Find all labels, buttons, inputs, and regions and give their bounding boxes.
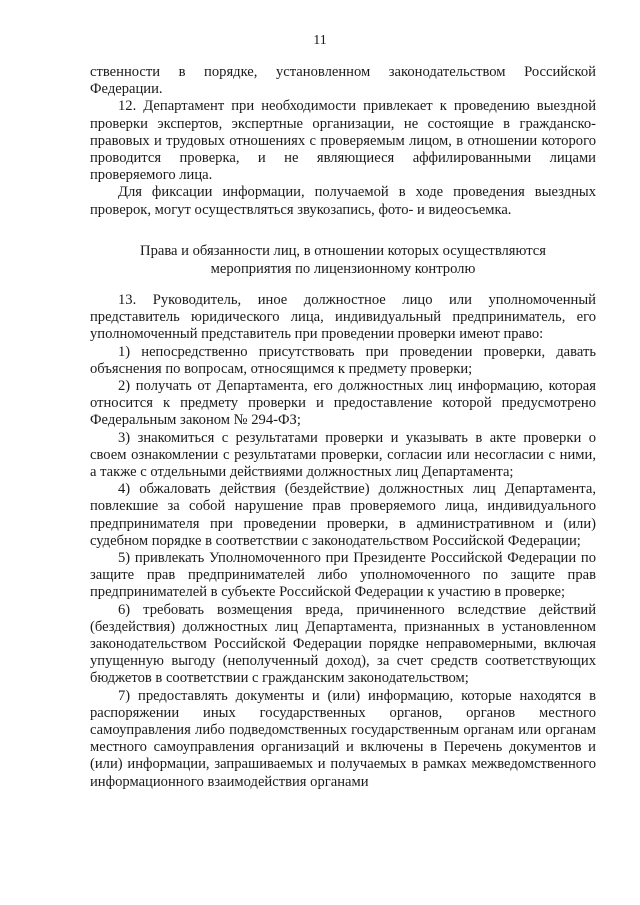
paragraph-continuation: ственности в порядке, установленном законодательством Российской Федерации. (90, 64, 596, 98)
page-number: 11 (313, 33, 327, 48)
list-item-2: 2) получать от Департамента, его должностных лиц информацию, которая относится к предмету проверки и предоставление которой предусмотрено Федеральным законом № 294-ФЗ; (90, 378, 596, 429)
paragraph-recording: Для фиксации информации, получаемой в ходе проведения выездных проверок, могут осуществляться звукозапись, фото- и видеосъемка. (90, 184, 596, 218)
section-heading-line-2: мероприятия по лицензионному контролю (210, 261, 476, 277)
main-text-block (90, 292, 596, 791)
paragraph-13: 13. Руководитель, иное должностное лицо или уполномоченный представитель юридического лица, индивидуальный предприниматель, его уполномоченный представитель при проведении проверки имеют право: (90, 292, 596, 343)
section-heading (90, 242, 596, 278)
list-item-3: 3) знакомиться с результатами проверки и указывать в акте проверки о своем ознакомлении с результатами проверки, согласии или несогласии с ними, а также с отдельными действиями должностных лиц Департамента; (90, 429, 596, 481)
section-heading-line-1: Права и обязанности лиц, в отношении которых осуществляются (140, 243, 546, 259)
list-item-5: 5) привлекать Уполномоченного при Президенте Российской Федерации по защите прав предпринимателей либо уполномоченного по защите прав предпринимателей в субъекте Российской Федерации к участию в проверке; (90, 550, 596, 601)
list-item-7: 7) предоставлять документы и (или) информацию, которые находятся в распоряжении иных государственных органов, органов местного самоуправления либо подведомственных государственным органам или органам местного самоуправления организаций и включены в Перечень документов и (или) информации, запрашиваемых и получаемых в рамках межведомственного информационного взаимодействия органами (90, 687, 596, 790)
list-item-6: 6) требовать возмещения вреда, причиненного вследствие действий (бездействия) должностных лиц Департамента, признанных в установленном законодательством Российской Федерации порядке неправомерными, включая упущенную выгоду (неполученный доход), за счет средств соответствующих бюджетов в соответствии с гражданским законодательством; (90, 601, 596, 687)
list-item-4: 4) обжаловать действия (бездействие) должностных лиц Департамента, повлекшие за собой нарушение прав проверяемого лица, индивидуального предпринимателя при проведении проверки, в административном и (или) судебном порядке в соответствии с законодательством Российской Федерации; (90, 481, 596, 549)
list-item-1: 1) непосредственно присутствовать при проведении проверки, давать объяснения по вопросам, относящимся к предмету проверки; (90, 343, 596, 377)
top-text-block (90, 64, 596, 219)
paragraph-12: 12. Департамент при необходимости привлекает к проведению выездной проверки экспертов, экспертные организации, не состоящие в гражданско-правовых и трудовых отношениях с проверяемым лицом, в отношении которого проводится проверка, и не являющиеся аффилированными лицами проверяемого лица. (90, 98, 596, 184)
